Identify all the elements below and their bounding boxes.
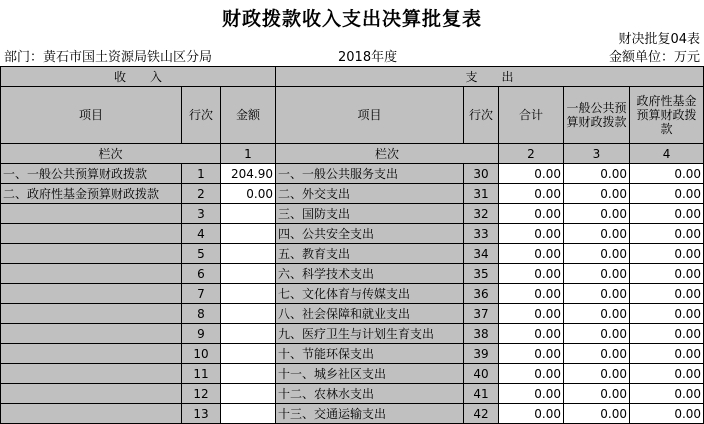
expense-item: 十二、农林水支出 bbox=[276, 384, 464, 404]
expense-item: 十一、城乡社区支出 bbox=[276, 364, 464, 384]
income-item bbox=[1, 244, 182, 264]
expense-item: 一、一般公共服务支出 bbox=[276, 164, 464, 184]
department-label: 部门：黄石市国土资源局铁山区分局 bbox=[4, 50, 213, 65]
table-row bbox=[1, 284, 704, 304]
expense-general-budget: 0.00 bbox=[564, 384, 630, 404]
expense-fund-budget: 0.00 bbox=[630, 264, 704, 284]
expense-item: 十、节能环保支出 bbox=[276, 344, 464, 364]
expense-item: 十三、交通运输支出 bbox=[276, 404, 464, 424]
expense-fund-budget: 0.00 bbox=[630, 224, 704, 244]
page-title: 财政拨款收入支出决算批复表 bbox=[221, 8, 482, 30]
approval-table bbox=[0, 66, 704, 424]
expense-total: 0.00 bbox=[499, 244, 564, 264]
expense-row-no: 40 bbox=[464, 364, 499, 384]
expense-fund-budget: 0.00 bbox=[630, 184, 704, 204]
income-row-no: 12 bbox=[182, 384, 221, 404]
income-row-no: 6 bbox=[182, 264, 221, 284]
expense-general-budget: 0.00 bbox=[564, 344, 630, 364]
header-expense-row-no: 行次 bbox=[464, 87, 499, 144]
section-row bbox=[1, 67, 704, 87]
expense-general-budget: 0.00 bbox=[564, 244, 630, 264]
expense-row-no: 41 bbox=[464, 384, 499, 404]
income-section-header: 收 入 bbox=[1, 67, 276, 87]
expense-row-no: 42 bbox=[464, 404, 499, 424]
expense-fund-budget: 0.00 bbox=[630, 364, 704, 384]
header-fund-budget: 政府性基金预算财政拨款 bbox=[630, 87, 704, 144]
table-row bbox=[1, 244, 704, 264]
expense-general-budget: 0.00 bbox=[564, 224, 630, 244]
expense-item: 七、文化体育与传媒支出 bbox=[276, 284, 464, 304]
expense-fund-budget: 0.00 bbox=[630, 284, 704, 304]
expense-item: 六、科学技术支出 bbox=[276, 264, 464, 284]
expense-fund-budget: 0.00 bbox=[630, 204, 704, 224]
expense-row-no: 30 bbox=[464, 164, 499, 184]
table-row bbox=[1, 264, 704, 284]
expense-general-budget: 0.00 bbox=[564, 304, 630, 324]
table-row bbox=[1, 204, 704, 224]
income-row-no: 5 bbox=[182, 244, 221, 264]
expense-total: 0.00 bbox=[499, 304, 564, 324]
expense-total: 0.00 bbox=[499, 224, 564, 244]
expense-row-no: 34 bbox=[464, 244, 499, 264]
table-row bbox=[1, 364, 704, 384]
expense-row-no: 38 bbox=[464, 324, 499, 344]
income-item bbox=[1, 384, 182, 404]
expense-row-no: 33 bbox=[464, 224, 499, 244]
expense-total: 0.00 bbox=[499, 324, 564, 344]
income-amount bbox=[221, 324, 276, 344]
column-4: 4 bbox=[630, 144, 704, 164]
income-row-no: 8 bbox=[182, 304, 221, 324]
income-row-no: 7 bbox=[182, 284, 221, 304]
income-item: 二、政府性基金预算财政拨款 bbox=[1, 184, 182, 204]
income-row-no: 11 bbox=[182, 364, 221, 384]
header-general-budget: 一般公共预算财政拨款 bbox=[564, 87, 630, 144]
expense-fund-budget: 0.00 bbox=[630, 384, 704, 404]
income-row-no: 9 bbox=[182, 324, 221, 344]
expense-row-no: 37 bbox=[464, 304, 499, 324]
income-amount bbox=[221, 304, 276, 324]
income-row-no: 3 bbox=[182, 204, 221, 224]
table-row bbox=[1, 324, 704, 344]
expense-total: 0.00 bbox=[499, 404, 564, 424]
income-amount bbox=[221, 204, 276, 224]
unit-label: 金额单位：万元 bbox=[608, 50, 700, 65]
expense-item: 二、外交支出 bbox=[276, 184, 464, 204]
expense-general-budget: 0.00 bbox=[564, 404, 630, 424]
expense-column-label: 栏次 bbox=[276, 144, 499, 164]
expense-row-no: 31 bbox=[464, 184, 499, 204]
income-amount: 0.00 bbox=[221, 184, 276, 204]
table-row bbox=[1, 304, 704, 324]
income-item bbox=[1, 364, 182, 384]
income-item: 一、一般公共预算财政拨款 bbox=[1, 164, 182, 184]
income-row-no: 4 bbox=[182, 224, 221, 244]
table-row bbox=[1, 164, 704, 184]
expense-general-budget: 0.00 bbox=[564, 324, 630, 344]
expense-total: 0.00 bbox=[499, 364, 564, 384]
header-item: 项目 bbox=[1, 87, 182, 144]
table-row bbox=[1, 224, 704, 244]
header-total: 合计 bbox=[499, 87, 564, 144]
column-3: 3 bbox=[564, 144, 630, 164]
expense-total: 0.00 bbox=[499, 264, 564, 284]
income-item bbox=[1, 324, 182, 344]
expense-general-budget: 0.00 bbox=[564, 164, 630, 184]
income-item bbox=[1, 284, 182, 304]
expense-row-no: 35 bbox=[464, 264, 499, 284]
expense-item: 五、教育支出 bbox=[276, 244, 464, 264]
column-label: 栏次 bbox=[1, 144, 221, 164]
header-expense-item: 项目 bbox=[276, 87, 464, 144]
income-amount bbox=[221, 384, 276, 404]
expense-general-budget: 0.00 bbox=[564, 284, 630, 304]
expense-item: 九、医疗卫生与计划生育支出 bbox=[276, 324, 464, 344]
expense-row-no: 39 bbox=[464, 344, 499, 364]
income-amount bbox=[221, 264, 276, 284]
income-row-no: 1 bbox=[182, 164, 221, 184]
expense-total: 0.00 bbox=[499, 164, 564, 184]
expense-total: 0.00 bbox=[499, 384, 564, 404]
header-amount: 金额 bbox=[221, 87, 276, 144]
expense-general-budget: 0.00 bbox=[564, 184, 630, 204]
income-row-no: 13 bbox=[182, 404, 221, 424]
table-row bbox=[1, 184, 704, 204]
table-row bbox=[1, 344, 704, 364]
income-amount bbox=[221, 364, 276, 384]
expense-general-budget: 0.00 bbox=[564, 364, 630, 384]
income-item bbox=[1, 224, 182, 244]
expense-general-budget: 0.00 bbox=[564, 264, 630, 284]
expense-fund-budget: 0.00 bbox=[630, 404, 704, 424]
expense-fund-budget: 0.00 bbox=[630, 344, 704, 364]
expense-section-header: 支 出 bbox=[276, 67, 704, 87]
income-item bbox=[1, 264, 182, 284]
expense-row-no: 36 bbox=[464, 284, 499, 304]
column-2: 2 bbox=[499, 144, 564, 164]
income-amount bbox=[221, 284, 276, 304]
income-item bbox=[1, 344, 182, 364]
income-amount bbox=[221, 224, 276, 244]
income-amount: 204.90 bbox=[221, 164, 276, 184]
expense-item: 三、国防支出 bbox=[276, 204, 464, 224]
year-label: 2018年度 bbox=[338, 50, 398, 65]
expense-general-budget: 0.00 bbox=[564, 204, 630, 224]
expense-item: 四、公共安全支出 bbox=[276, 224, 464, 244]
expense-total: 0.00 bbox=[499, 284, 564, 304]
column-header-row bbox=[1, 87, 704, 144]
expense-total: 0.00 bbox=[499, 204, 564, 224]
expense-fund-budget: 0.00 bbox=[630, 164, 704, 184]
income-amount bbox=[221, 244, 276, 264]
expense-fund-budget: 0.00 bbox=[630, 324, 704, 344]
expense-fund-budget: 0.00 bbox=[630, 304, 704, 324]
expense-fund-budget: 0.00 bbox=[630, 244, 704, 264]
column-number-row bbox=[1, 144, 704, 164]
expense-row-no: 32 bbox=[464, 204, 499, 224]
income-amount bbox=[221, 344, 276, 364]
expense-total: 0.00 bbox=[499, 344, 564, 364]
income-item bbox=[1, 304, 182, 324]
table-row bbox=[1, 384, 704, 404]
column-1: 1 bbox=[221, 144, 276, 164]
income-row-no: 10 bbox=[182, 344, 221, 364]
form-code: 财决批复04表 bbox=[618, 32, 700, 47]
income-item bbox=[1, 204, 182, 224]
header-row-no: 行次 bbox=[182, 87, 221, 144]
expense-total: 0.00 bbox=[499, 184, 564, 204]
expense-item: 八、社会保障和就业支出 bbox=[276, 304, 464, 324]
income-row-no: 2 bbox=[182, 184, 221, 204]
